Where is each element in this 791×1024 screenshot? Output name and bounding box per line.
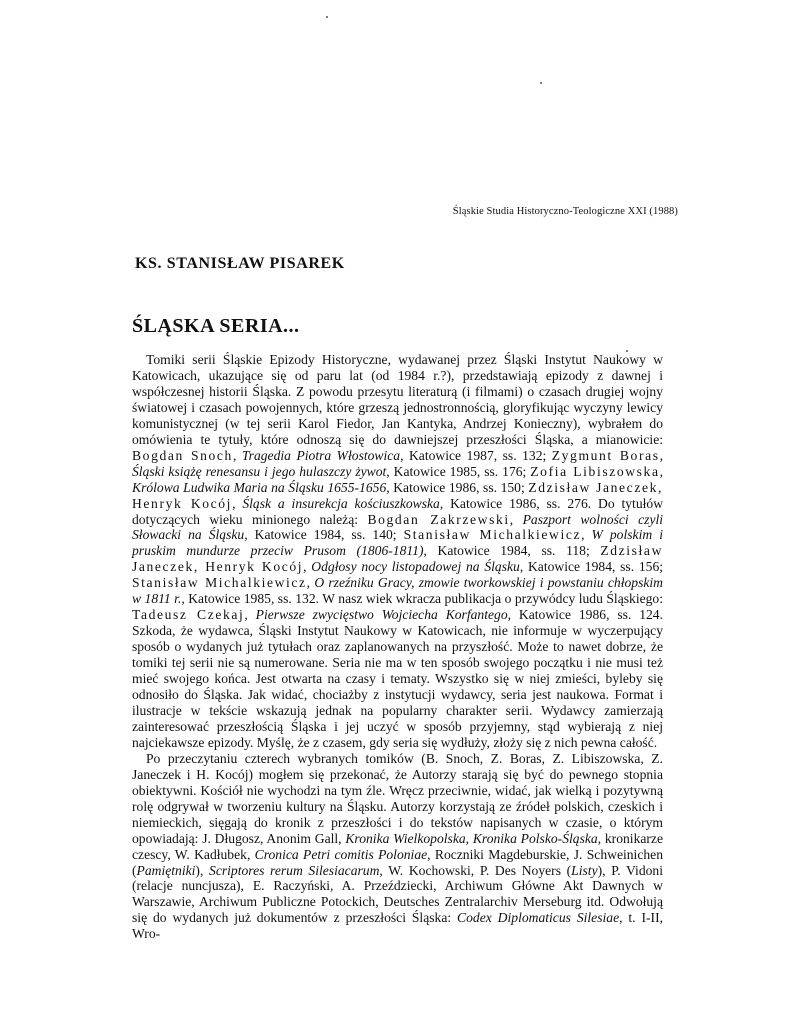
italic-title: Cronica Petri comitis Poloniae: [254, 846, 428, 862]
spaced-author-name: Zofia Libiszowska: [530, 463, 660, 479]
spaced-author-name: Bogdan Snoch: [132, 447, 233, 463]
text-run: , Katowice 1986, ss. 124. Szkoda, że wydawca, Śląski Instytut Naukowy w Katowicach, nie informuje w wyczerpujący sposób o wydanych już tytułach oraz zaplanowanych na przyszłość. Może to nawet dobrze, że tomiki tej serii nie są numerowane. Seria nie ma w ten sposób swojego początku i nie musi też mieć swojego końca. Jest otwarta na czasy i tematy. Wszystko się w niej zmieści, byleby się odnosiło do Śląska. Jak widać, chociażby z instytucji wydawcy, seria jest naukowa. Format i ilustracje w tekście wskazują jednak na popularny charakter serii. Wydawcy zamierzają zainteresować przeszłością Śląska i jej uczyć w sposób przyjemny, stąd wybierają z niej najciekawsze epizody. Myślę, że z czasem, gdy seria się wydłuży, złoży się z nich pewna całość.: [132, 607, 664, 750]
text-run: , Katowice 1985, ss. 176;: [386, 463, 531, 479]
text-run: ,: [244, 607, 256, 623]
text-run: ,: [232, 495, 243, 511]
spaced-author-name: Zygmunt Boras: [551, 447, 660, 463]
article-body: [132, 352, 663, 942]
paragraph: [132, 751, 663, 942]
italic-title: Pamiętniki: [136, 862, 196, 878]
text-run: ,: [659, 463, 663, 479]
italic-title: Listy: [571, 862, 598, 878]
italic-title: Paszport wolności czyli Słowacki na Śląsku: [132, 511, 664, 543]
text-run: ,: [509, 511, 523, 527]
text-run: ,: [232, 447, 242, 463]
italic-title: Odgłosy nocy listopadowej na Śląsku: [311, 559, 520, 575]
scan-speck: [540, 82, 542, 84]
italic-title: O rzeźniku Gracy, zmowie tworkowskiej i powstaniu chłopskim w 1811 r.: [132, 575, 664, 607]
text-run: , Katowice 1986, ss. 150;: [386, 479, 529, 495]
text-run: ,: [303, 559, 312, 575]
spaced-author-name: Zdzisław Janeczek, Henryk Kocój: [132, 543, 663, 575]
italic-title: Pierwsze zwycięstwo Wojciecha Korfantego: [255, 607, 508, 623]
spaced-author-name: Tadeusz Czekaj: [132, 607, 245, 623]
italic-title: Scriptores rerum Silesiacarum: [209, 862, 380, 878]
text-run: ,: [581, 527, 592, 543]
text-run: , Roczniki Magdeburskie, J. Schweinichen (: [132, 846, 663, 878]
text-run: , Katowice 1987, ss. 132;: [400, 447, 552, 463]
paragraph: [132, 352, 663, 751]
text-run: , Katowice 1985, ss. 132. W nasz wiek wkracza publikacja o przywódcy ludu Śląskiego:: [181, 591, 663, 607]
spaced-author-name: Bogdan Zakrzewski: [367, 511, 510, 527]
italic-title: Królowa Ludwika Maria na Śląsku 1655-1656: [132, 479, 387, 495]
text-run: ,: [659, 447, 663, 463]
text-run: , Katowice 1984, ss. 118;: [423, 543, 601, 559]
text-run: , t. I-II, Wro-: [132, 910, 663, 942]
text-run: , W. Kochowski, P. Des Noyers (: [379, 862, 572, 878]
text-run: ,: [306, 575, 315, 591]
text-run: , Katowice 1986, ss. 276. Do tytułów dotyczących wieku minionego należą:: [132, 495, 664, 527]
text-run: , kronikarze czescy, W. Kadłubek,: [132, 830, 664, 862]
text-run: , Katowice 1984, ss. 156;: [519, 559, 664, 575]
italic-title: Śląski książę renesansu i jego hulaszczy żywot: [132, 463, 387, 479]
italic-title: Tragedia Piotra Włostowica: [241, 447, 401, 463]
italic-title: Kronika Wielkopolska, Kronika Polsko-Śląska: [345, 830, 598, 846]
article-title: ŚLĄSKA SERIA...: [132, 315, 300, 337]
italic-title: Codex Diplomaticus Silesiae: [457, 910, 620, 926]
running-header: Śląskie Studia Historyczno-Teologiczne XXI (1988): [452, 206, 678, 217]
text-run: ),: [195, 862, 210, 878]
italic-title: W polskim i pruskim mundurze przeciw Prusom (1806-1811): [132, 527, 663, 559]
spaced-author-name: Stanisław Michalkiewicz: [403, 527, 582, 543]
text-run: Po przeczytaniu czterech wybranych tomików (B. Snoch, Z. Boras, Z. Libiszowska, Z. Janeczek i H. Kocój) mogłem się przekonać, że Autorzy starają się być do pewnego stopnia obiektywni. Kościół nie wychodzi na tym źle. Wręcz przeciwnie, widać, jak wielką i pozytywną rolę odgrywał w tworzeniu kultury na Śląsku. Autorzy korzystają ze źródeł polskich, czeskich i niemieckich, sięgają do kronik z przeszłości i do tekstów napisanych w czasie, o którym opowiadają: J. Długosz, Anonim Gall,: [132, 750, 663, 846]
spaced-author-name: Zdzisław Janeczek, Henryk Kocój: [132, 479, 663, 511]
text-run: , Katowice 1984, ss. 140;: [244, 527, 404, 543]
text-run: ), P. Vidoni (relacje nuncjusza), E. Raczyński, A. Przeździecki, Archiwum Główne Akt Dawnych w Warszawie, Archiwum Publiczne Potockich, Deutsches Zentralarchiv Merseburg itd. Odwołują się do wydanych już dokumentów z przeszłości Śląska:: [132, 862, 663, 926]
italic-title: Śląsk a insurekcja kościuszkowska: [242, 495, 440, 511]
spaced-author-name: Stanisław Michalkiewicz: [132, 575, 307, 591]
text-run: Tomiki serii Śląskie Epizody Historyczne, wydawanej przez Śląski Instytut Naukowy w Katowicach, ukazujące się od paru lat (od 1984 r.?), przedstawiają epizody z dawnej i współczesnej historii Śląska. Z powodu przesytu literaturą (i filmami) o czasach drugiej wojny światowej i czasach powojennych, które grzeszą jednostronnością, gloryfikując wyczyny lewicy komunistycznej (w tej serii Karol Fiedor, Jan Kantyka, Andrzej Konieczny), wybrałem do omówienia te tytuły, które odnoszą się do dawniejszej przeszłości Śląska, a mianowicie:: [132, 352, 663, 447]
scan-speck: [326, 16, 328, 18]
scan-speck: [626, 350, 628, 352]
article-author: KS. STANISŁAW PISAREK: [135, 255, 345, 272]
